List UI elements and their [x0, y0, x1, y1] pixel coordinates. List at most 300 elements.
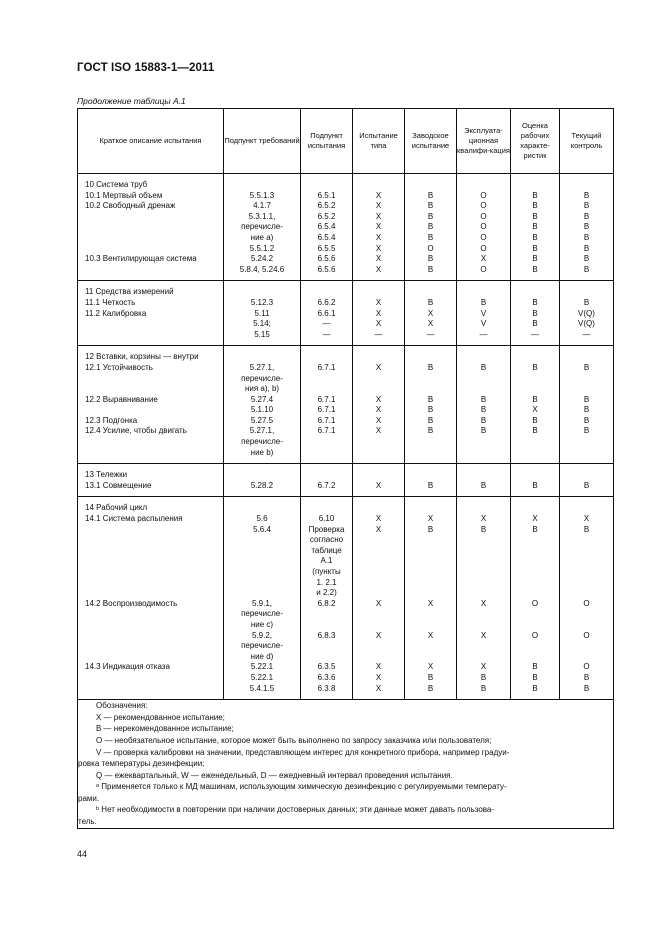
table-body	[78, 174, 614, 700]
column-header: Испытание типа	[353, 109, 405, 174]
cell-line	[353, 588, 404, 599]
cell-line: 11.2 Калибровка	[85, 308, 147, 318]
cell-line	[457, 287, 510, 298]
cell-line	[353, 652, 404, 663]
cell-line: X	[480, 662, 487, 672]
cell-line: 6.7.1	[317, 405, 336, 415]
cell-line: 14 Рабочий цикл	[85, 503, 148, 513]
cell-line: перечисле-	[241, 609, 283, 619]
cell-line: B	[583, 222, 590, 232]
cell-line	[405, 448, 456, 459]
cell-line: X	[375, 190, 382, 200]
cell-line: O	[480, 222, 487, 232]
cell-line	[405, 503, 456, 514]
works-test-cell	[405, 464, 457, 497]
cell-line	[85, 567, 223, 578]
cell-line: 6.10	[318, 514, 335, 524]
cell-line: 6.7.1	[317, 415, 336, 425]
cell-line: 6.7.1	[317, 362, 336, 372]
cell-line	[560, 620, 613, 631]
requirement-clause-cell	[224, 497, 301, 700]
cell-line: X	[375, 524, 382, 534]
legend-item: V — проверка калибровки на значении, представляющем интерес для конкретного прибора, например градуи-	[96, 747, 510, 757]
cell-line: B	[532, 524, 538, 534]
cell-line: O	[480, 201, 487, 211]
cell-line: B	[532, 662, 538, 672]
test-clause-cell	[301, 174, 353, 281]
legend-item: B — нерекомендованное испытание;	[96, 724, 234, 734]
cell-line: 5.8.4, 5.24.6	[239, 264, 285, 274]
cell-line: 6.7.1	[317, 394, 336, 404]
cell-line: 5.28.2	[250, 480, 274, 490]
works-test-cell	[405, 174, 457, 281]
cell-line	[560, 384, 613, 395]
cell-line: X	[375, 211, 382, 221]
cell-line: O	[427, 243, 434, 253]
cell-line: 10.3 Вентилирующая система	[85, 254, 197, 264]
cell-line	[224, 535, 300, 546]
cell-line: 6.6.1	[317, 308, 336, 318]
cell-line: 6.3.6	[317, 672, 336, 682]
cell-line: 5.9.1,	[251, 598, 272, 608]
cell-line	[405, 641, 456, 652]
cell-line: перечисле-	[241, 641, 283, 651]
cell-line	[560, 287, 613, 298]
cell-line: O	[480, 211, 487, 221]
cell-line	[560, 470, 613, 481]
cell-line: X	[375, 201, 382, 211]
cell-line: V(Q)	[578, 308, 595, 318]
cell-line: ние с)	[250, 619, 274, 629]
cell-line	[511, 588, 559, 599]
cell-line: 5.27.1,	[249, 362, 275, 372]
cell-line	[85, 631, 223, 642]
cell-line: X	[480, 598, 487, 608]
cell-line: X	[375, 426, 382, 436]
cell-line	[405, 652, 456, 663]
cell-line	[353, 503, 404, 514]
cell-line	[224, 588, 300, 599]
cell-line: 11 Средства измерений	[85, 287, 174, 297]
description-cell	[78, 174, 224, 281]
cell-line: X	[375, 598, 382, 608]
cell-line: B	[532, 222, 538, 232]
cell-line	[85, 588, 223, 599]
cell-line	[224, 503, 300, 514]
cell-line	[353, 470, 404, 481]
requirement-clause-cell	[224, 346, 301, 464]
cell-line: O	[531, 630, 539, 640]
cell-line: B	[532, 683, 538, 693]
cell-line: X	[375, 405, 382, 415]
cell-line	[560, 374, 613, 385]
cell-line: X	[375, 232, 382, 242]
legend-item: O — необязательное испытание, которое может быть выполнено по запросу заказчика или пользователя;	[96, 735, 492, 745]
cell-line: X	[375, 514, 382, 524]
cell-line	[511, 287, 559, 298]
cell-line	[457, 567, 510, 578]
cell-line: ние d)	[250, 651, 274, 661]
cell-line: 5.9.2,	[251, 630, 272, 640]
cell-line: 6.3.8	[317, 683, 336, 693]
cell-line: 6.5.6	[317, 264, 336, 274]
cell-line: B	[480, 297, 487, 307]
cell-line	[353, 437, 404, 448]
cell-line: B	[427, 362, 434, 372]
cell-line	[85, 233, 223, 244]
cell-line	[85, 374, 223, 385]
cell-line: B	[427, 524, 434, 534]
cell-line	[85, 405, 223, 416]
cell-line: 12.4 Усилие, чтобы двигать	[85, 426, 187, 436]
cell-line: 12.2 Выравнивание	[85, 394, 158, 404]
cell-line: X	[375, 630, 382, 640]
cell-line	[85, 609, 223, 620]
cell-line: B	[427, 426, 434, 436]
cell-line: X	[375, 683, 382, 693]
cell-line	[353, 556, 404, 567]
cell-line	[85, 641, 223, 652]
footnote-mark: a	[96, 783, 100, 790]
cell-line: X	[427, 319, 434, 329]
performance-qualification-cell	[511, 346, 560, 464]
cell-line	[457, 652, 510, 663]
cell-line	[85, 319, 223, 330]
operational-qualification-cell	[457, 346, 511, 464]
footnote-b-continued: тель.	[78, 817, 97, 827]
routine-control-cell	[560, 281, 614, 346]
cell-line: B	[532, 232, 538, 242]
cell-line: B	[532, 297, 538, 307]
cell-line: 6.7.2	[317, 480, 336, 490]
cell-line: 5.5.1.2	[249, 243, 275, 253]
legend-item: Q — ежеквартальный, W — еженедельный, D — ежедневный интервал проведения испытания.	[96, 770, 453, 780]
cell-line	[457, 448, 510, 459]
cell-line: B	[583, 211, 590, 221]
test-clause-cell	[301, 464, 353, 497]
cell-line	[405, 546, 456, 557]
cell-line	[457, 535, 510, 546]
footnote-text: Применяется только к МД машинам, использующим химическую дезинфекцию с регулируемыми температу-	[101, 782, 507, 792]
cell-line	[353, 384, 404, 395]
cell-line: V	[480, 319, 487, 329]
cell-line: X	[375, 394, 382, 404]
footnote-a-continued: рами.	[78, 793, 100, 803]
performance-qualification-cell	[511, 281, 560, 346]
cell-line	[457, 180, 510, 191]
cell-line: —	[479, 329, 488, 339]
cell-line: перечисле-	[241, 373, 283, 383]
cell-line: —	[426, 329, 435, 339]
cell-line	[457, 578, 510, 589]
cell-line	[560, 503, 613, 514]
cell-line	[353, 374, 404, 385]
cell-line	[560, 535, 613, 546]
cell-line	[353, 620, 404, 631]
cell-line: ние b)	[250, 447, 274, 457]
cell-line	[457, 546, 510, 557]
cell-line: X	[375, 480, 382, 490]
cell-line	[85, 265, 223, 276]
cell-line: X	[375, 362, 382, 372]
works-test-cell	[405, 281, 457, 346]
cell-line: B	[532, 415, 538, 425]
cell-line	[457, 470, 510, 481]
footnote-text: Нет необходимости в повторении при наличии достоверных данных; эти данные может давать пользова-	[101, 805, 495, 815]
cell-line: и 2.2)	[316, 588, 337, 598]
cell-line: —	[582, 329, 591, 339]
notes-row	[78, 700, 614, 829]
table-group-row	[78, 174, 614, 281]
cell-line: B	[427, 201, 434, 211]
cell-line: B	[427, 405, 434, 415]
cell-line: B	[583, 232, 590, 242]
cell-line	[560, 448, 613, 459]
cell-line: B	[480, 426, 487, 436]
cell-line: X	[427, 308, 434, 318]
cell-line: 5.1.10	[250, 405, 274, 415]
cell-line: B	[532, 672, 538, 682]
cell-line: B	[583, 297, 590, 307]
cell-line	[511, 374, 559, 385]
cell-line	[560, 641, 613, 652]
cell-line	[457, 556, 510, 567]
cell-line	[560, 567, 613, 578]
cell-line	[511, 437, 559, 448]
cell-line: B	[583, 480, 590, 490]
footnote-b	[78, 804, 613, 816]
cell-line	[85, 652, 223, 663]
cell-line: B	[583, 426, 590, 436]
cell-line: 5.22.1	[250, 672, 274, 682]
legend-item-continued: ровка температуры дезинфекции;	[78, 759, 205, 769]
cell-line	[560, 556, 613, 567]
cell-line: B	[532, 480, 538, 490]
cell-line	[405, 620, 456, 631]
cell-line	[405, 437, 456, 448]
cell-line: O	[583, 630, 590, 640]
operational-qualification-cell	[457, 497, 511, 700]
cell-line: B	[583, 672, 590, 682]
cell-line	[511, 470, 559, 481]
cell-line	[85, 330, 223, 341]
cell-line: B	[480, 683, 487, 693]
cell-line: B	[583, 264, 590, 274]
cell-line	[511, 384, 559, 395]
cell-line	[301, 448, 352, 459]
cell-line: согласно	[309, 535, 344, 545]
cell-line: X	[427, 630, 434, 640]
footnote-a	[78, 781, 613, 793]
type-test-cell	[353, 346, 405, 464]
cell-line	[85, 448, 223, 459]
column-header: Оценка рабочих характе-ристик	[511, 109, 560, 174]
test-clause-cell	[301, 281, 353, 346]
cell-line: 5.12.3	[250, 297, 274, 307]
cell-line: X	[480, 630, 487, 640]
cell-line	[224, 352, 300, 363]
cell-line	[353, 641, 404, 652]
cell-line	[353, 609, 404, 620]
cell-line: B	[427, 683, 434, 693]
cell-line: B	[532, 201, 538, 211]
cell-line	[85, 525, 223, 536]
cell-line	[301, 503, 352, 514]
cell-line: X	[375, 264, 382, 274]
cell-line	[511, 546, 559, 557]
cell-line	[353, 287, 404, 298]
cell-line: 10.1 Мертвый объем	[85, 190, 163, 200]
cell-line: O	[583, 598, 590, 608]
type-test-cell	[353, 281, 405, 346]
cell-line: B	[583, 683, 590, 693]
cell-line: X	[427, 598, 434, 608]
cell-line	[560, 352, 613, 363]
cell-line	[457, 384, 510, 395]
cell-line: X	[375, 254, 382, 264]
cell-line: таблице	[311, 545, 342, 555]
column-header: Эксплуата-ционная квалифи-кация	[457, 109, 511, 174]
cell-line	[511, 609, 559, 620]
cell-line	[560, 652, 613, 663]
operational-qualification-cell	[457, 281, 511, 346]
cell-line: O	[480, 264, 487, 274]
cell-line: B	[480, 524, 487, 534]
cell-line	[511, 352, 559, 363]
test-table	[77, 108, 614, 829]
cell-line: B	[583, 362, 590, 372]
cell-line	[301, 609, 352, 620]
cell-line: 12.1 Устойчивость	[85, 362, 153, 372]
cell-line	[457, 588, 510, 599]
column-header: Подпункт испытания	[301, 109, 353, 174]
works-test-cell	[405, 497, 457, 700]
cell-line: B	[427, 480, 434, 490]
column-header: Подпункт требований	[224, 109, 301, 174]
cell-line	[353, 567, 404, 578]
cell-line: 5.6.4	[253, 524, 271, 534]
performance-qualification-cell	[511, 464, 560, 497]
cell-line: 6.5.6	[317, 254, 336, 264]
cell-line: —	[322, 329, 331, 339]
cell-line	[511, 567, 559, 578]
column-header: Краткое описание испытания	[78, 109, 224, 174]
cell-line: ние а)	[250, 232, 274, 242]
cell-line: B	[583, 415, 590, 425]
cell-line: А.1	[320, 556, 333, 566]
column-header: Текущий контроль	[560, 109, 614, 174]
cell-line	[224, 567, 300, 578]
cell-line	[224, 556, 300, 567]
cell-line: O	[480, 243, 487, 253]
cell-line	[457, 609, 510, 620]
cell-line: X	[375, 415, 382, 425]
cell-line	[353, 535, 404, 546]
cell-line: X	[375, 672, 382, 682]
cell-line	[301, 287, 352, 298]
routine-control-cell	[560, 346, 614, 464]
cell-line: 6.6.2	[317, 297, 336, 307]
description-cell	[78, 464, 224, 497]
cell-line: 13 Тележки	[85, 470, 128, 480]
cell-line: 5.15	[254, 329, 270, 339]
cell-line: 5.5.1.3	[249, 190, 275, 200]
cell-line: B	[427, 254, 434, 264]
cell-line: B	[427, 232, 434, 242]
cell-line: X	[427, 514, 434, 524]
cell-line	[353, 180, 404, 191]
cell-line: X	[480, 254, 487, 264]
cell-line: перечисле-	[241, 222, 283, 232]
cell-line: B	[583, 243, 590, 253]
cell-line: 13.1 Совмещение	[85, 480, 152, 490]
cell-line	[301, 374, 352, 385]
cell-line	[511, 503, 559, 514]
cell-line: B	[583, 394, 590, 404]
routine-control-cell	[560, 174, 614, 281]
test-clause-cell	[301, 497, 353, 700]
cell-line: 6.8.2	[317, 598, 336, 608]
requirement-clause-cell	[224, 281, 301, 346]
works-test-cell	[405, 346, 457, 464]
cell-line: O	[531, 598, 539, 608]
cell-line: O	[583, 662, 590, 672]
cell-line: перечисле-	[241, 437, 283, 447]
cell-line: 12.3 Подгонка	[85, 415, 138, 425]
cell-line: V	[480, 308, 487, 318]
cell-line: 11.1 Четкость	[85, 297, 136, 307]
cell-line: 6.5.2	[317, 201, 336, 211]
cell-line: 5.27.1,	[249, 426, 275, 436]
cell-line	[511, 641, 559, 652]
operational-qualification-cell	[457, 464, 511, 497]
cell-line: —	[531, 329, 539, 339]
cell-line: 12 Вставки, корзины — внутри	[85, 352, 199, 362]
cell-line: B	[532, 243, 538, 253]
cell-line: B	[427, 264, 434, 274]
cell-line	[560, 180, 613, 191]
cell-line: 6.5.1	[317, 190, 336, 200]
cell-line	[560, 609, 613, 620]
cell-line	[85, 620, 223, 631]
cell-line	[405, 556, 456, 567]
cell-line: B	[532, 264, 538, 274]
cell-line: B	[480, 415, 487, 425]
type-test-cell	[353, 174, 405, 281]
table-group-row	[78, 281, 614, 346]
cell-line	[457, 437, 510, 448]
cell-line	[560, 437, 613, 448]
cell-line: B	[427, 211, 434, 221]
cell-line	[85, 437, 223, 448]
cell-line: B	[480, 394, 487, 404]
cell-line	[85, 673, 223, 684]
cell-line	[560, 546, 613, 557]
test-clause-cell	[301, 346, 353, 464]
cell-line: B	[532, 394, 538, 404]
cell-line: B	[532, 426, 538, 436]
cell-line	[511, 578, 559, 589]
cell-line: 6.7.1	[317, 426, 336, 436]
description-cell	[78, 497, 224, 700]
cell-line: ния а), b)	[244, 384, 280, 394]
cell-line: Проверка	[308, 524, 345, 534]
cell-line: —	[322, 319, 331, 329]
cell-line: X	[375, 319, 382, 329]
cell-line	[85, 578, 223, 589]
cell-line: O	[480, 190, 487, 200]
cell-line: X	[532, 514, 538, 524]
